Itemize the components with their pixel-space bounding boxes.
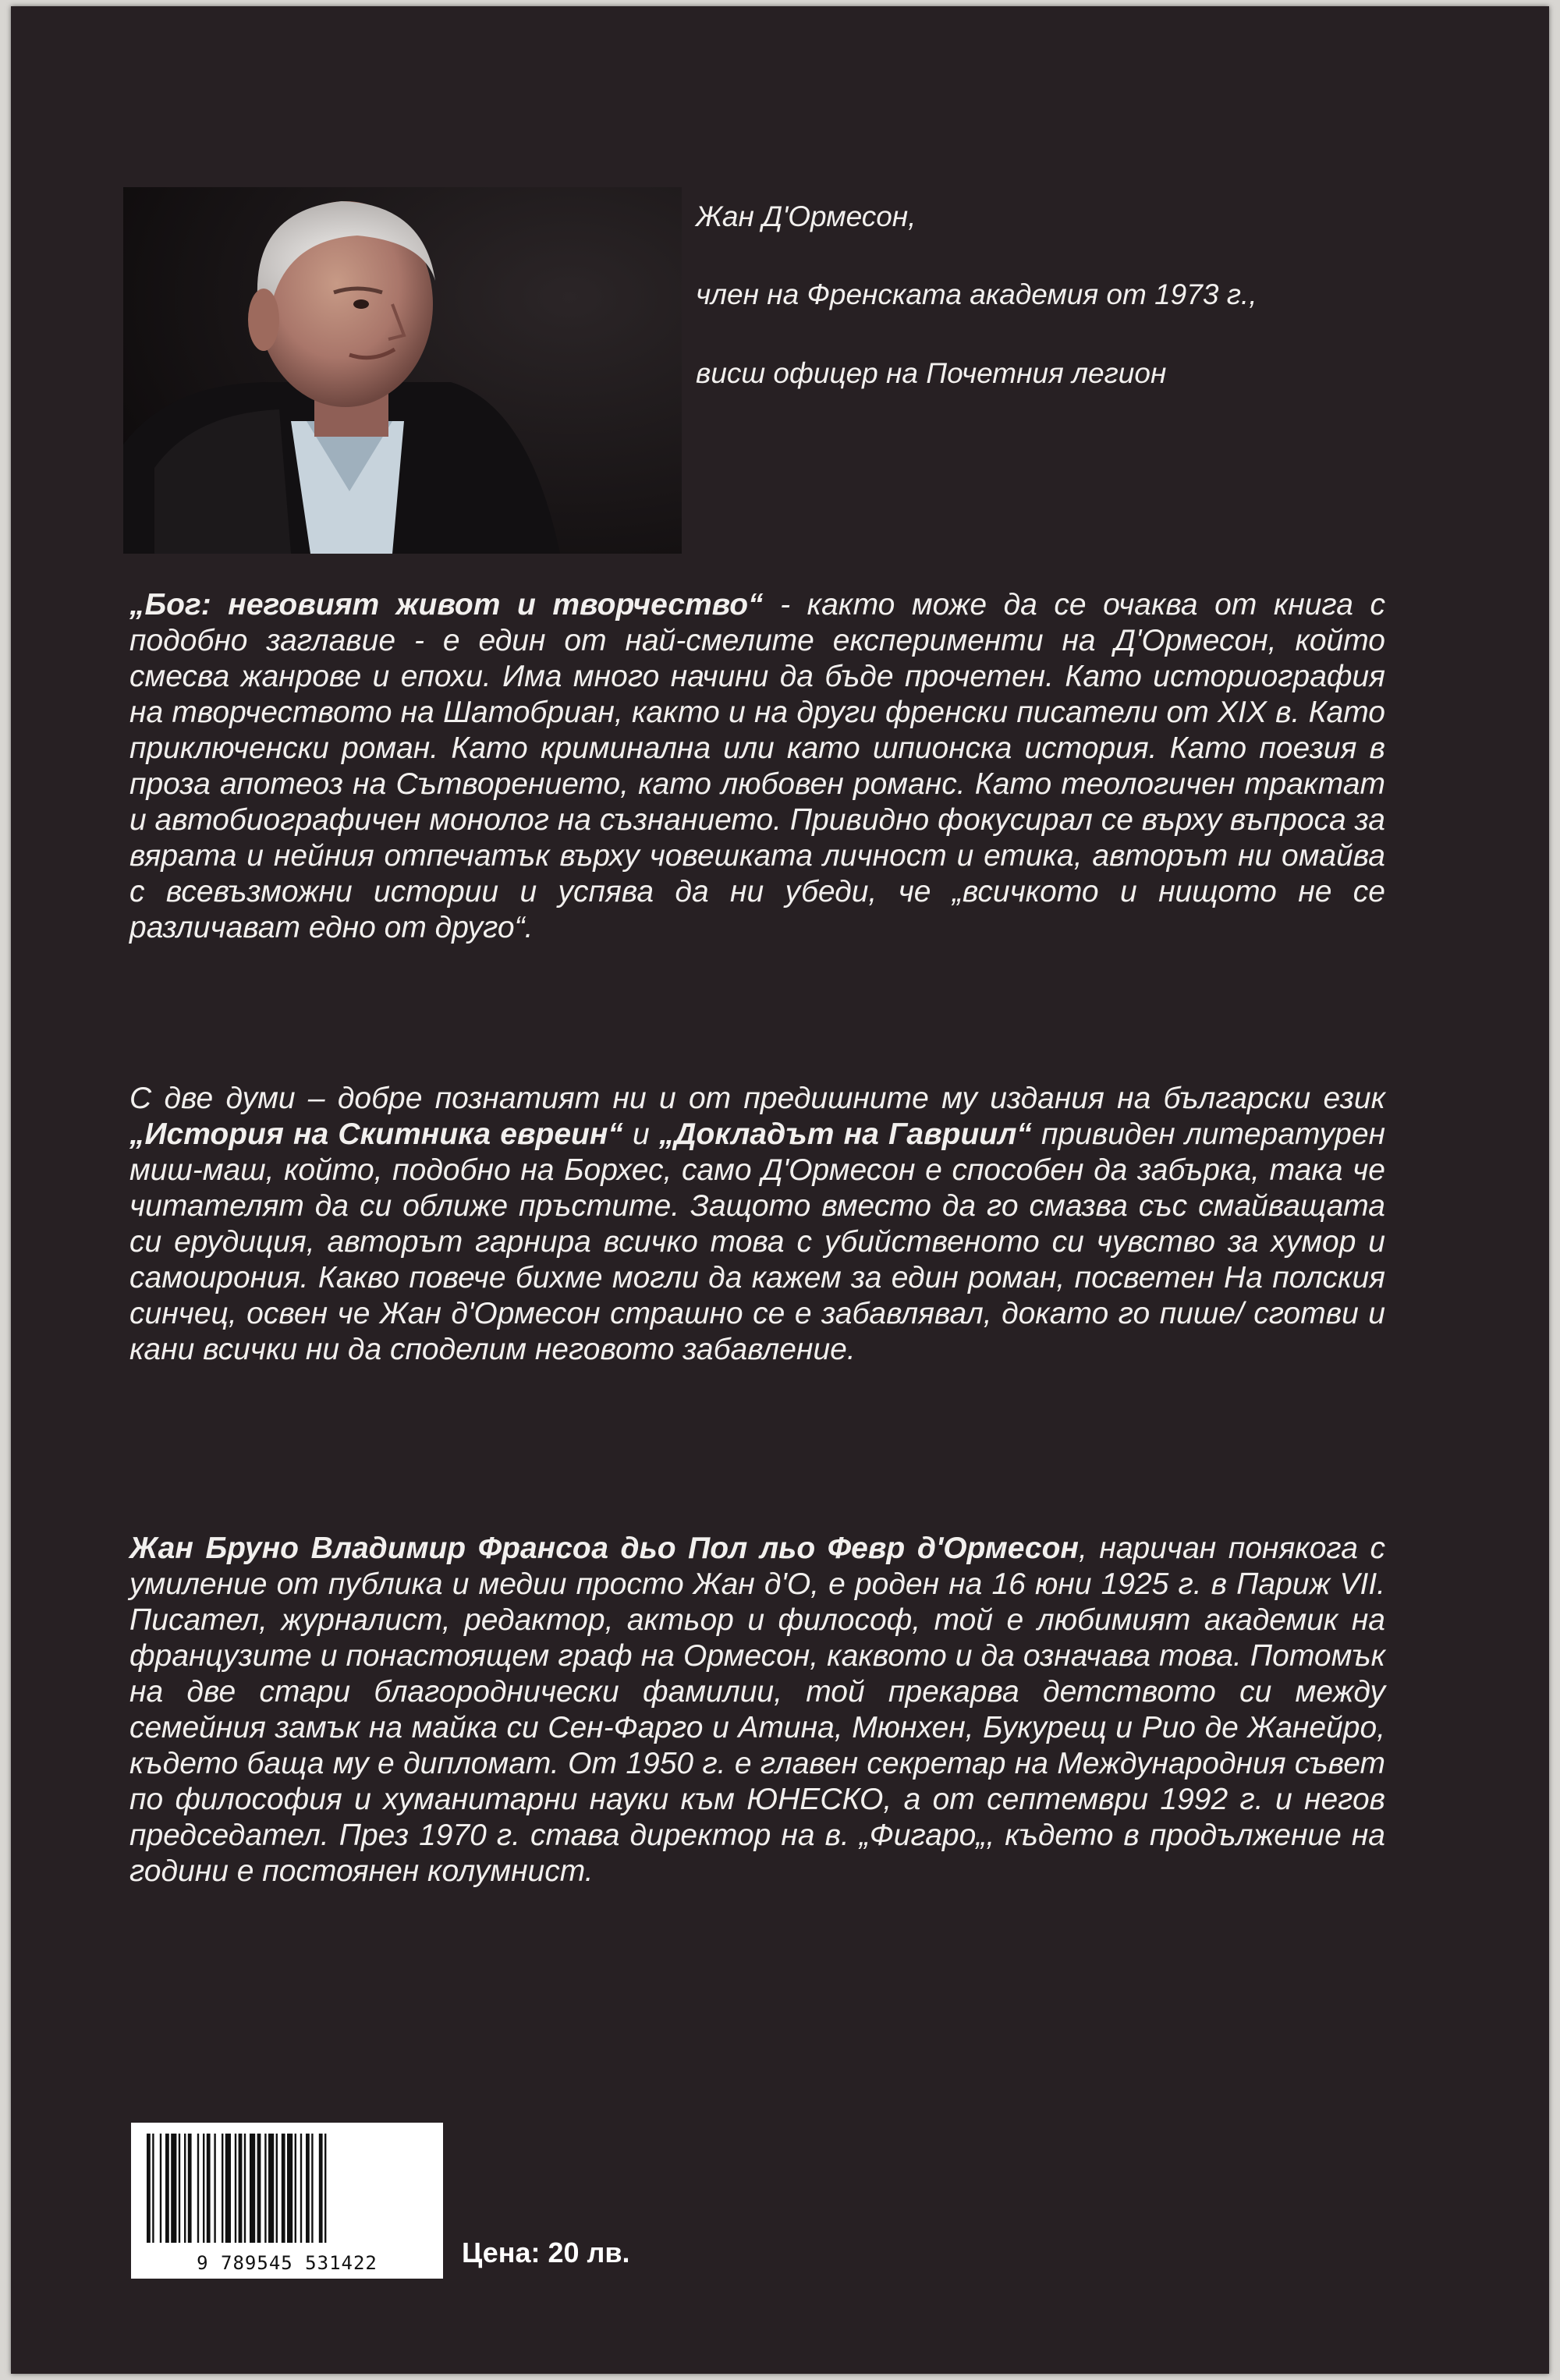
related-book-title-1: „История на Скитника евреин“ [129, 1117, 623, 1151]
barcode-bar [171, 2134, 176, 2243]
barcode-bar [276, 2134, 278, 2243]
barcode-bar [287, 2134, 292, 2243]
barcode-bar [188, 2134, 192, 2243]
barcode-bar [282, 2134, 285, 2243]
isbn-barcode [131, 2123, 443, 2279]
author-name: Жан Д'Ормесон, [696, 200, 916, 232]
author-title-academy: член на Френската академия от 1973 г., [696, 278, 1257, 311]
author-biography-paragraph [129, 1531, 1385, 1889]
barcode-bars [131, 2123, 443, 2247]
barcode-bar [160, 2134, 161, 2243]
barcode-bar [184, 2134, 186, 2243]
barcode-bar [214, 2134, 215, 2243]
book-title: „Бог: неговият живот и творчество“ [129, 588, 764, 622]
barcode-bar [197, 2134, 199, 2243]
barcode-bar [295, 2134, 296, 2243]
description-paragraph-2 [129, 1081, 1385, 1368]
barcode-digits: 9 789545 531422 [197, 2252, 378, 2274]
barcode-bar [311, 2134, 313, 2243]
barcode-bar [179, 2134, 180, 2243]
paragraph-2-text-b: и [622, 1117, 659, 1151]
barcode-bar [324, 2134, 326, 2243]
barcode-bar [225, 2134, 231, 2243]
barcode-bar [222, 2134, 223, 2243]
barcode-bar [244, 2134, 246, 2243]
author-photo [123, 187, 682, 554]
description-paragraph-1 [129, 587, 1385, 946]
barcode-bar [250, 2134, 255, 2243]
barcode-bar [147, 2134, 151, 2243]
related-book-title-2: „Докладът на Гавриил“ [658, 1117, 1032, 1151]
author-caption [696, 200, 1398, 434]
barcode-bar [300, 2134, 302, 2243]
barcode-bar [319, 2134, 323, 2243]
author-title-legion: висш офицер на Почетния легион [696, 356, 1167, 389]
barcode-bar [152, 2134, 154, 2243]
author-full-name: Жан Бруно Владимир Франсоа дьо Пол льо Февр д'Ормесон [129, 1532, 1079, 1565]
barcode-bar [264, 2134, 266, 2243]
paragraph-1-text: - както може да се очаква от книга с подобно заглавие - е един от най-смелите експерименти на Д'Ормесон, който смесва жанрове и епохи. Има много начини да бъде прочетен. Като историография на творчеството на Шатобриан, както и на други френски писатели от XIX в. Като приключенски роман. Като криминална или като шпионска история. Като поезия в проза апотеоз на Сътворението, като любовен романс. Като теологичен трактат и автобиографичен монолог на съзнанието. Привидно фокусирал се върху въпроса за вярата и нейния отпечатък върху човешката личност и етика, авторът ни омайва с всевъзможни истории и успява да ни убеди, че „всичкото и нищото не се различават едно от друго“. [129, 588, 1385, 944]
book-back-cover [11, 6, 1549, 2374]
barcode-bar [207, 2134, 211, 2243]
barcode-bar [306, 2134, 310, 2243]
price-label: Цена: 20 лв. [462, 2237, 630, 2268]
biography-text: , наричан понякога с умиление от публика и медии просто Жан д'О, е роден на 16 юни 1925 г. в Париж VII. Писател, журналист, редактор, актьор и философ, той е любимият академик на французите и понастоящем граф на Ормесон, каквото и да означава това. Потомък на две стари благороднически фамилии, той прекарва детството си между семейния замък на майка си Сен-Фарго и Атина, Мюнхен, Букурещ и Рио де Жанейро, където баща му е дипломат. От 1950 г. е главен секретар на Международния съвет по философия и хуманитарни науки към ЮНЕСКО, а от септември 1992 г. и негов председател. През 1970 г. става директор на в. „Фигаро„, където в продължение на години е постоянен колумнист. [129, 1532, 1385, 1888]
paragraph-2-text-a: С две думи – добре познатият ни и от предишните му издания на български език [129, 1082, 1385, 1115]
barcode-bar [268, 2134, 274, 2243]
barcode-bar [257, 2134, 261, 2243]
barcode-bar [239, 2134, 243, 2243]
barcode-bar [165, 2134, 169, 2243]
barcode-bar [235, 2134, 236, 2243]
barcode-bar [203, 2134, 204, 2243]
paragraph-2-text-c: привиден литературен миш-маш, който, подобно на Борхес, само Д'Ормесон е способен да забърка, така че читателят да си оближе пръстите. Защото вместо да го смазва със смайващата си ерудиция, авторът гарнира всичко това с убийственото си чувство за хумор и самоирония. Какво повече бихме могли да кажем за един роман, посветен На полския синчец, освен че Жан д'Ормесон страшно се е забавлявал, докато го пише/ сготви и кани всички ни да споделим неговото забавление. [129, 1117, 1385, 1366]
author-portrait-image [123, 187, 682, 554]
